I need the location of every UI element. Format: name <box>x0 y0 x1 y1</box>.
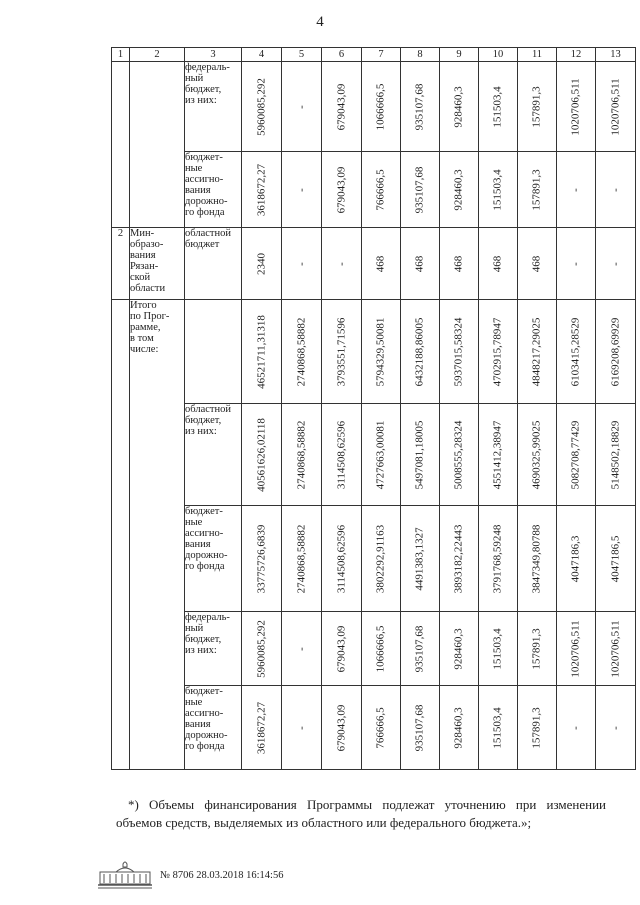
header-row <box>112 48 636 62</box>
value-cell <box>401 506 440 612</box>
table-row <box>112 300 636 404</box>
value-text: - <box>609 725 621 730</box>
value-cell <box>242 612 282 686</box>
value-text: 928460,3 <box>452 168 465 211</box>
value-text: 3618672,27 <box>255 163 267 216</box>
value-cell <box>401 62 440 152</box>
value-text: 468 <box>374 255 387 272</box>
funding-source-cell: областной бюджет <box>185 228 242 300</box>
value-cell <box>401 404 440 506</box>
value-text: 2740868,58882 <box>295 317 307 386</box>
value-text: 2740868,58882 <box>295 524 307 593</box>
value-cell <box>557 300 596 404</box>
funding-source-cell: бюджет- ные ассигно- вания дорожно- го фонда <box>185 686 242 770</box>
funding-source-cell <box>185 300 242 404</box>
row-number-cell <box>112 300 130 770</box>
value-cell <box>282 686 322 770</box>
header-cell: 7 <box>362 48 401 62</box>
value-text: 5082708,77429 <box>569 420 582 489</box>
value-text: 157891,3 <box>530 168 543 211</box>
value-cell <box>479 152 518 228</box>
value-text: 40561626,02118 <box>255 417 267 492</box>
value-text: - <box>609 187 621 192</box>
value-text: 935107,68 <box>413 166 426 213</box>
value-cell <box>362 686 401 770</box>
value-cell <box>401 612 440 686</box>
funding-source-cell: бюджет- ные ассигно- вания дорожно- го фонда <box>185 506 242 612</box>
table-row <box>112 686 636 770</box>
value-text: 157891,3 <box>530 627 543 670</box>
value-cell <box>242 300 282 404</box>
value-cell <box>596 612 636 686</box>
value-cell <box>479 686 518 770</box>
value-cell <box>282 404 322 506</box>
header-cell: 10 <box>479 48 518 62</box>
value-text: 3791768,59248 <box>491 524 504 593</box>
value-cell <box>362 62 401 152</box>
value-text: - <box>335 261 347 266</box>
value-cell <box>479 62 518 152</box>
value-cell <box>401 686 440 770</box>
footnote: *) Объемы финансирования Программы подлежат уточнению при изменении объемов средств, выделяемых из областного или федерального бюджета.»; <box>116 797 606 830</box>
value-text: 5960085,292 <box>255 77 267 136</box>
value-cell <box>282 612 322 686</box>
value-text: 5960085,292 <box>255 619 267 678</box>
value-cell <box>440 152 479 228</box>
value-text: 3793551,71596 <box>335 317 347 386</box>
value-text: - <box>295 261 307 266</box>
value-text: 4848217,29025 <box>530 317 543 386</box>
value-cell <box>440 612 479 686</box>
value-cell <box>242 506 282 612</box>
value-text: 3893182,22443 <box>452 524 465 593</box>
header-cell: 12 <box>557 48 596 62</box>
organization-cell <box>130 62 185 228</box>
value-text: 4491383,1327 <box>413 526 426 591</box>
value-cell <box>322 506 362 612</box>
value-cell <box>440 228 479 300</box>
value-text: 4047186,5 <box>609 535 621 582</box>
page-number: 4 <box>316 14 324 30</box>
value-text: 3114508,62596 <box>335 420 347 489</box>
registry-stamp-icon <box>96 858 154 890</box>
value-text: 679043,09 <box>335 83 347 130</box>
table-row <box>112 228 636 300</box>
value-text: 766666,5 <box>374 706 387 749</box>
value-cell <box>282 300 322 404</box>
value-cell <box>242 62 282 152</box>
value-text: 1020706,511 <box>609 619 621 678</box>
value-text: - <box>295 104 307 109</box>
value-cell <box>242 404 282 506</box>
value-text: 935107,68 <box>413 625 426 672</box>
value-text: 151503,4 <box>491 627 504 670</box>
value-cell <box>518 404 557 506</box>
budget-table <box>111 47 636 770</box>
table-row <box>112 612 636 686</box>
value-text: 468 <box>530 255 543 272</box>
value-text: 928460,3 <box>452 706 465 749</box>
value-cell <box>242 228 282 300</box>
value-text: 2340 <box>255 252 267 275</box>
value-cell <box>362 228 401 300</box>
value-text: 766666,5 <box>374 168 387 211</box>
value-cell <box>557 686 596 770</box>
value-cell <box>479 300 518 404</box>
value-cell <box>362 404 401 506</box>
value-cell <box>596 62 636 152</box>
value-cell <box>401 300 440 404</box>
table-row <box>112 506 636 612</box>
value-text: 3618672,27 <box>255 701 267 754</box>
value-cell <box>479 506 518 612</box>
value-text: - <box>569 725 582 730</box>
value-cell <box>401 228 440 300</box>
value-text: 4702915,78947 <box>491 317 504 386</box>
value-cell <box>518 506 557 612</box>
value-cell <box>322 228 362 300</box>
value-text: 468 <box>452 255 465 272</box>
value-text: 1020706,511 <box>609 77 621 136</box>
value-text: 4047186,3 <box>569 535 582 582</box>
value-cell <box>362 506 401 612</box>
funding-source-cell: федераль- ный бюджет, из них: <box>185 612 242 686</box>
value-text: 468 <box>491 255 504 272</box>
header-cell: 13 <box>596 48 636 62</box>
registration-stamp-text: № 8706 28.03.2018 16:14:56 <box>160 870 284 881</box>
value-cell <box>557 228 596 300</box>
value-text: 157891,3 <box>530 85 543 128</box>
value-text: 679043,09 <box>335 166 347 213</box>
row-number-cell <box>112 62 130 228</box>
value-text: 151503,4 <box>491 706 504 749</box>
value-cell <box>242 686 282 770</box>
value-cell <box>362 300 401 404</box>
value-text: - <box>609 261 621 266</box>
value-cell <box>518 152 557 228</box>
header-cell: 1 <box>112 48 130 62</box>
header-cell: 3 <box>185 48 242 62</box>
value-text: - <box>569 261 582 266</box>
value-cell <box>596 228 636 300</box>
funding-source-cell: федераль- ный бюджет, из них: <box>185 62 242 152</box>
value-cell <box>596 686 636 770</box>
value-cell <box>518 300 557 404</box>
organization-cell: Итого по Прог- рамме, в том числе: <box>130 300 185 770</box>
organization-cell: Мин- образо- вания Рязан- ской области <box>130 228 185 300</box>
value-text: 468 <box>413 255 426 272</box>
value-text: 5794329,50081 <box>374 317 387 386</box>
value-cell <box>322 152 362 228</box>
value-cell <box>440 300 479 404</box>
value-text: 935107,68 <box>413 83 426 130</box>
value-text: 151503,4 <box>491 85 504 128</box>
value-text: 151503,4 <box>491 168 504 211</box>
value-text: 5497081,18005 <box>413 420 426 489</box>
value-cell <box>322 300 362 404</box>
value-cell <box>440 62 479 152</box>
funding-source-cell: областной бюджет, из них: <box>185 404 242 506</box>
header-cell: 2 <box>130 48 185 62</box>
value-cell <box>596 506 636 612</box>
value-text: - <box>569 187 582 192</box>
value-cell <box>557 152 596 228</box>
value-cell <box>518 228 557 300</box>
value-cell <box>596 152 636 228</box>
value-cell <box>596 300 636 404</box>
value-text: 3114508,62596 <box>335 524 347 593</box>
value-cell <box>282 62 322 152</box>
value-text: 2740868,58882 <box>295 420 307 489</box>
funding-source-cell: бюджет- ные ассигно- вания дорожно- го фонда <box>185 152 242 228</box>
header-cell: 8 <box>401 48 440 62</box>
header-cell: 6 <box>322 48 362 62</box>
header-cell: 9 <box>440 48 479 62</box>
value-cell <box>282 506 322 612</box>
value-cell <box>518 612 557 686</box>
value-text: 6103415,28529 <box>569 317 582 386</box>
value-cell <box>322 404 362 506</box>
value-cell <box>440 506 479 612</box>
header-cell: 5 <box>282 48 322 62</box>
row-number-cell: 2 <box>112 228 130 300</box>
value-cell <box>282 152 322 228</box>
value-cell <box>557 62 596 152</box>
value-cell <box>479 404 518 506</box>
value-cell <box>282 228 322 300</box>
value-text: 157891,3 <box>530 706 543 749</box>
value-text: 679043,09 <box>335 625 347 672</box>
value-text: - <box>295 725 307 730</box>
value-text: 5937015,58324 <box>452 317 465 386</box>
value-cell <box>362 612 401 686</box>
value-text: 4690325,99025 <box>530 420 543 489</box>
header-cell: 11 <box>518 48 557 62</box>
value-cell <box>557 506 596 612</box>
value-cell <box>518 686 557 770</box>
value-text: 5008555,28324 <box>452 420 465 489</box>
header-cell: 4 <box>242 48 282 62</box>
table-row <box>112 404 636 506</box>
value-text: 1066666,5 <box>374 83 387 130</box>
value-text: 3847349,80788 <box>530 524 543 593</box>
value-cell <box>440 686 479 770</box>
value-text: 928460,3 <box>452 627 465 670</box>
value-text: 928460,3 <box>452 85 465 128</box>
value-text: 1020706,511 <box>569 77 582 136</box>
value-text: - <box>295 187 307 192</box>
value-text: 46521711,31318 <box>255 314 267 389</box>
value-cell <box>440 404 479 506</box>
value-text: 935107,68 <box>413 704 426 751</box>
value-text: 1020706,511 <box>569 619 582 678</box>
value-cell <box>322 686 362 770</box>
value-cell <box>596 404 636 506</box>
value-text: 5148502,18829 <box>609 420 621 489</box>
value-text: 1066666,5 <box>374 625 387 672</box>
value-text: 4551412,38947 <box>491 420 504 489</box>
value-cell <box>362 152 401 228</box>
value-cell <box>401 152 440 228</box>
value-text: 33775726,6839 <box>255 524 267 593</box>
value-cell <box>242 152 282 228</box>
value-cell <box>518 62 557 152</box>
value-cell <box>322 612 362 686</box>
value-cell <box>557 404 596 506</box>
table-row <box>112 62 636 152</box>
value-text: 6169208,69929 <box>609 317 621 386</box>
value-text: - <box>295 646 307 651</box>
table-row <box>112 152 636 228</box>
value-text: 4727663,00081 <box>374 420 387 489</box>
value-cell <box>479 612 518 686</box>
value-cell <box>322 62 362 152</box>
value-cell <box>557 612 596 686</box>
value-text: 6432188,86005 <box>413 317 426 386</box>
value-text: 3802292,91163 <box>374 524 387 593</box>
value-cell <box>479 228 518 300</box>
value-text: 679043,09 <box>335 704 347 751</box>
